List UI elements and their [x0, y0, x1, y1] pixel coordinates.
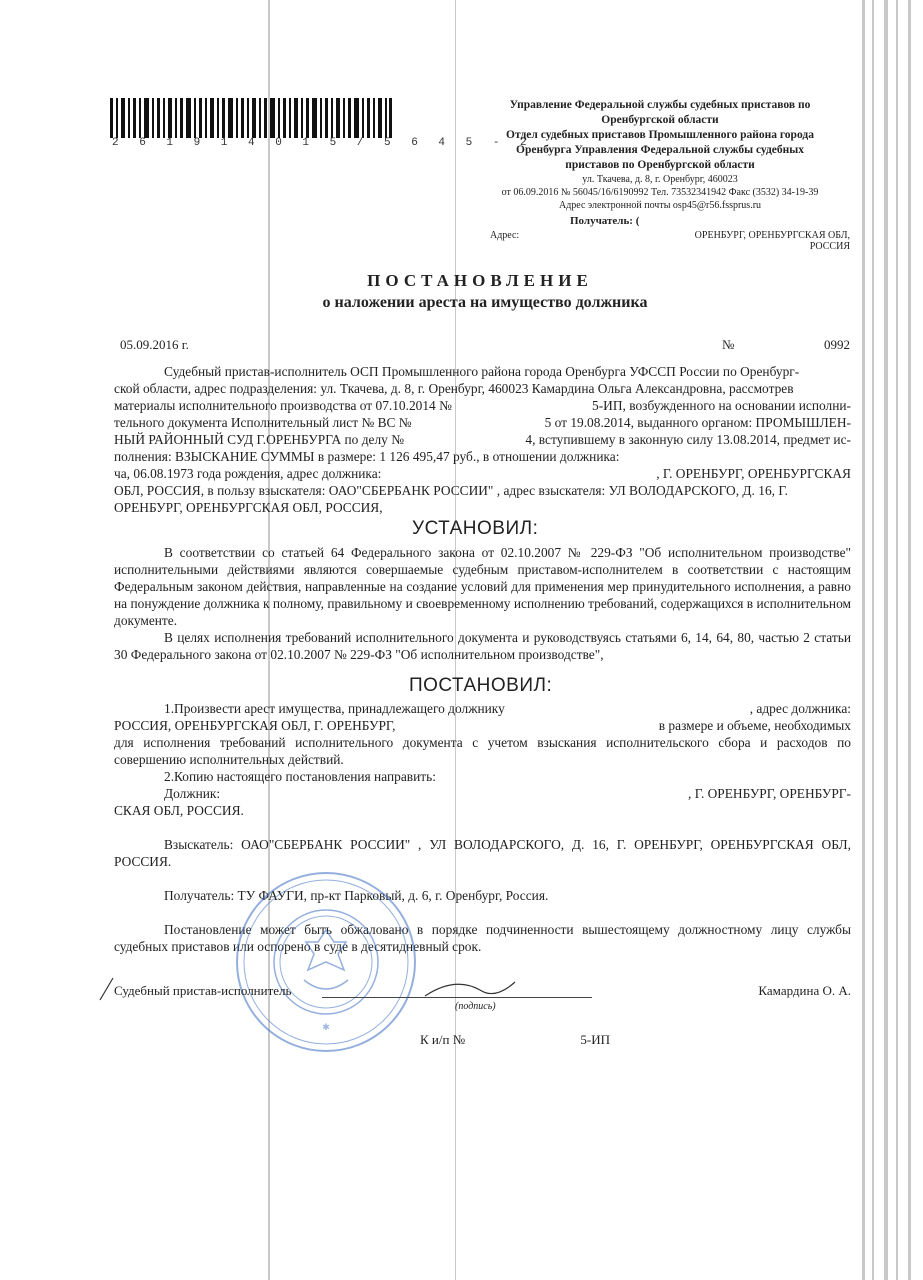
intro-line: [114, 465, 851, 482]
decided-text: РОССИЯ, ОРЕНБУРГСКАЯ ОБЛ, Г. ОРЕНБУРГ,: [114, 718, 396, 733]
decided-line: 2.Копию настоящего постановления направить:: [164, 769, 436, 784]
header-outgoing: от 06.09.2016 № 56045/16/6190992 Тел. 73532341942 Факс (3532) 34-19-39: [501, 187, 819, 198]
intro-line: ОРЕНБУРГ, ОРЕНБУРГСКАЯ ОБЛ, РОССИЯ,: [114, 500, 383, 515]
official-stamp: [234, 870, 418, 1054]
decided-line: для исполнения требований исполнительного документа с учетом взыскания исполнительского сбора и расходов по совершению исполнительных действий.: [114, 735, 851, 767]
enforcement-case-number: [420, 1032, 610, 1048]
issuer-header: [470, 98, 850, 212]
intro-text: НЫЙ РАЙОННЫЙ СУД Г.ОРЕНБУРГА по делу №: [114, 432, 404, 447]
header-line: Управление Федеральной службы судебных приставов по: [509, 99, 811, 111]
scan-streak: [896, 0, 898, 1280]
barcode-number: 2 6 1 9 1 4 0 1 5 / 5 6 4 5 - 2: [112, 137, 534, 149]
header-address: ул. Ткачева, д. 8, г. Оренбург, 460023: [582, 174, 738, 185]
established-paragraph: В целях исполнения требований исполнительного документа и руководствуясь статьями 6, 14, 64, 80, частью 2 статьи 30 Федерального закона от 02.10.2007 № 229-ФЗ "Об исполнительном производстве",: [114, 630, 851, 662]
intro-line: [114, 397, 851, 414]
number-label: №: [722, 337, 735, 352]
decided-line: Взыскатель: ОАО"СБЕРБАНК РОССИИ" , УЛ ВОЛОДАРСКОГО, Д. 16, Г. ОРЕНБУРГ, ОРЕНБУРГСКАЯ ОБЛ, РОССИЯ.: [114, 837, 851, 869]
decided-line: СКАЯ ОБЛ, РОССИЯ.: [114, 803, 244, 818]
document-subtitle: о наложении ареста на имущество должника: [322, 294, 648, 311]
decided-line: Получатель: ТУ ФАУГИ, пр-кт Парковый, д. 6, г. Оренбург, Россия.: [164, 888, 549, 903]
kip-label: К и/п №: [420, 1032, 466, 1047]
svg-text:✱: ✱: [322, 1023, 330, 1033]
intro-text: 4, вступившему в законную силу 13.08.2014, предмет ис-: [525, 432, 851, 447]
decided-line: [114, 785, 851, 802]
intro-line: ской области, адрес подразделения: ул. Ткачева, д. 8, г. Оренбург, 460023 Камардина Ольга Александровна, рассмотрев: [114, 381, 794, 396]
intro-line: [114, 414, 851, 431]
header-email: Адрес электронной почты osp45@r56.fssprus.ru: [558, 200, 762, 211]
intro-text: тельного документа Исполнительный лист № ВС №: [114, 415, 412, 430]
recipient-block: [490, 215, 850, 252]
established-paragraph: В соответствии со статьей 64 Федерального закона от 02.10.2007 № 229-ФЗ "Об исполнительном производстве" исполнительными действиями являются совершаемые судебным приставом-исполнителем в соответствии с настоящим Федеральным законом действия, направленные на создание условий для применения мер принудительного исполнения, а равно на понуждение должника к полному, правильному и своевременному исполнению требований, содержащихся в исполнительном документе.: [114, 545, 851, 628]
header-line: Отдел судебных приставов Промышленного района города: [506, 129, 814, 141]
section-heading-established: УСТАНОВИЛ:: [412, 518, 539, 539]
debtor-value: , Г. ОРЕНБУРГ, ОРЕНБУРГ-: [688, 786, 851, 801]
intro-text: 5-ИП, возбужденного на основании исполни-: [592, 398, 851, 413]
signer-role: Судебный пристав-исполнитель: [114, 983, 292, 998]
header-line: Оренбургской области: [601, 114, 719, 126]
recipient-address-label: Адрес:: [490, 230, 520, 241]
decided-line: [114, 700, 851, 717]
decided-line: Постановление может быть обжаловано в порядке подчиненности вышестоящему должностному лицу службы судебных приставов или оспорено в суде в десятидневный срок.: [114, 922, 851, 954]
scan-streak: [862, 0, 865, 1280]
scan-streak: [884, 0, 888, 1280]
intro-paragraph: [114, 363, 851, 516]
intro-text: 5 от 19.08.2014, выданного органом: ПРОМЫШЛЕН-: [544, 415, 851, 430]
scan-streak: [908, 0, 911, 1280]
recipient-address-value: ОРЕНБУРГ, ОРЕНБУРГСКАЯ ОБЛ,: [694, 230, 850, 241]
decided-text: , адрес должника:: [749, 701, 851, 716]
established-section: [114, 544, 851, 663]
decided-section: [114, 700, 851, 955]
decided-line: [114, 717, 851, 734]
intro-line: ОБЛ, РОССИЯ, в пользу взыскателя: ОАО"СБЕРБАНК РОССИИ" , адрес взыскателя: УЛ ВОЛОДАРСКОГО, Д. 16, Г.: [114, 483, 788, 498]
signature-caption: (подпись): [455, 1001, 496, 1012]
intro-text: материалы исполнительного производства от 07.10.2014 №: [114, 398, 452, 413]
debtor-label: Должник:: [164, 786, 221, 801]
intro-line: полнения: ВЗЫСКАНИЕ СУММЫ в размере: 1 126 495,47 руб., в отношении должника:: [114, 449, 620, 464]
document-number: [722, 337, 850, 353]
recipient-label: Получатель: (: [570, 215, 640, 227]
scan-streak: [872, 0, 874, 1280]
document-date: 05.09.2016 г.: [120, 337, 189, 352]
recipient-country: РОССИЯ: [809, 241, 850, 252]
signer-name: Камардина О. А.: [758, 983, 851, 998]
decided-text: в размере и объеме, необходимых: [658, 718, 851, 733]
number-value: 0992: [824, 337, 850, 352]
decided-text: 1.Произвести арест имущества, принадлежащего должнику: [164, 701, 505, 716]
intro-line: [114, 431, 851, 448]
signature-line: [322, 997, 592, 998]
intro-text: , Г. ОРЕНБУРГ, ОРЕНБУРГСКАЯ: [656, 466, 851, 481]
document-title: ПОСТАНОВЛЕНИЕ: [367, 271, 593, 290]
header-line: приставов по Оренбургской области: [565, 159, 755, 171]
barcode: [110, 98, 392, 138]
header-line: Оренбурга Управления Федеральной службы судебных: [516, 144, 804, 156]
kip-value: 5-ИП: [580, 1032, 610, 1047]
section-heading-decided: ПОСТАНОВИЛ:: [409, 675, 553, 696]
intro-text: ча, 06.08.1973 года рождения, адрес должника:: [114, 466, 382, 481]
intro-line: Судебный пристав-исполнитель ОСП Промышленного района города Оренбурга УФССП России по Оренбург-: [164, 364, 800, 379]
